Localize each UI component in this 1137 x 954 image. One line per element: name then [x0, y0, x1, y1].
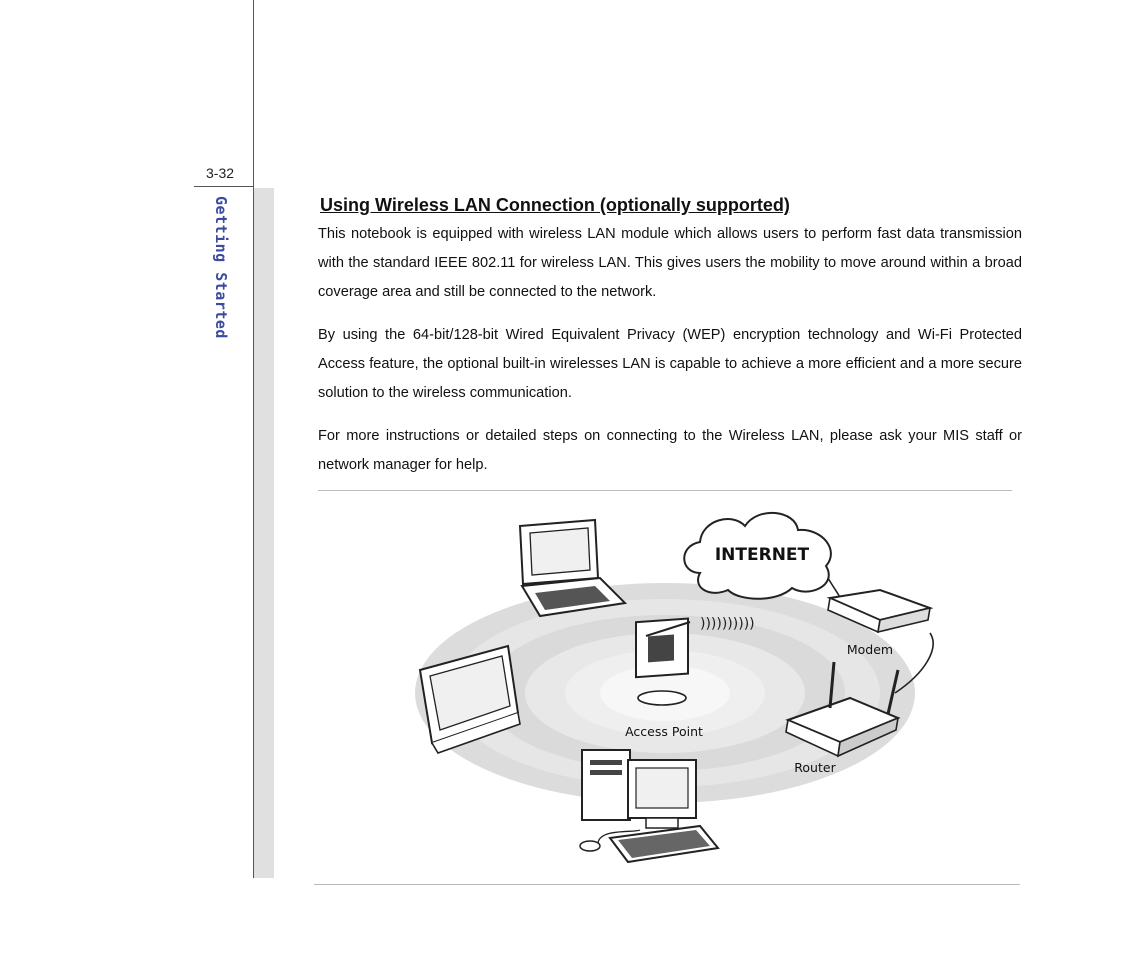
- internet-cloud: [684, 513, 831, 599]
- side-bar: [254, 188, 274, 878]
- internet-label: INTERNET: [714, 545, 810, 565]
- section-title: Using Wireless LAN Connection (optionally supported): [320, 195, 790, 215]
- paragraph-1: This notebook is equipped with wireless LAN module which allows users to perform fast data transmission with the standard IEEE 802.11 for wireless LAN. This gives users the mobility to move around within a broad coverage area and still be connected to the network.: [318, 226, 1022, 300]
- divider-bottom: [314, 884, 1020, 885]
- margin-line: [253, 186, 254, 878]
- divider-top: [318, 490, 1012, 491]
- margin-line-top: [253, 0, 254, 186]
- laptop-icon: [520, 520, 625, 616]
- paragraph-3: For more instructions or detailed steps on connecting to the Wireless LAN, please ask your MIS staff or network manager for help.: [318, 428, 1022, 473]
- chapter-tab-label: Getting Started: [212, 196, 230, 339]
- access-point-label: Access Point: [625, 724, 703, 739]
- wireless-network-diagram: [410, 498, 950, 870]
- svg-text:)))))))))): )))))))))): [700, 616, 755, 632]
- router-label: Router: [794, 760, 836, 775]
- paragraph-2: By using the 64-bit/128-bit Wired Equivalent Privacy (WEP) encryption technology and Wi-Fi Protected Access feature, the optional built-in wirelesses LAN is capable to achieve a more efficient and a more secure solution to the wireless communication.: [318, 327, 1022, 401]
- page-number-rule: [194, 186, 254, 187]
- modem-label: Modem: [846, 642, 894, 657]
- page-number: 3-32: [206, 165, 235, 181]
